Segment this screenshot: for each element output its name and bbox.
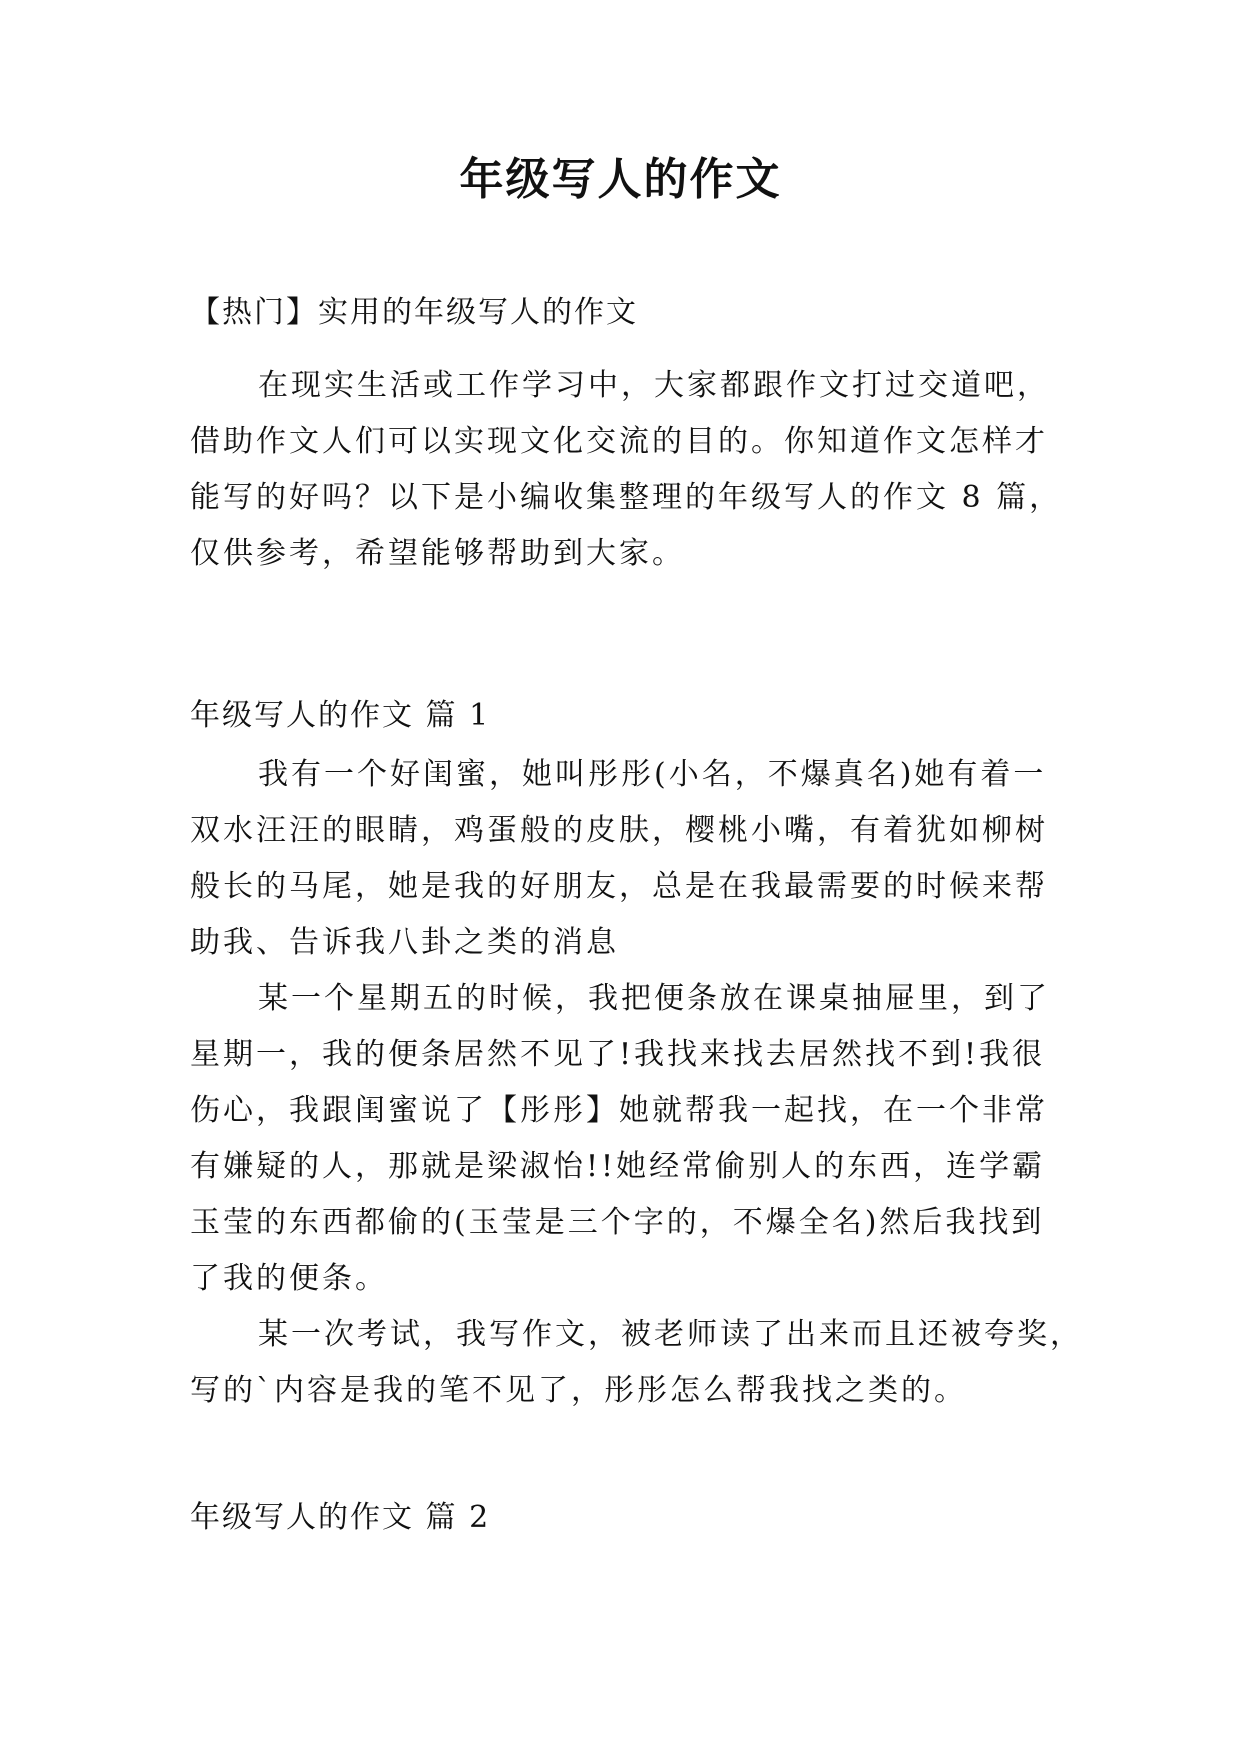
body-paragraph xyxy=(190,971,1060,1307)
document-subtitle: 【热门】实用的年级写人的作文 xyxy=(190,295,638,330)
paragraph-line: 玉莹的东西都偷的(玉莹是三个字的，不爆全名)然后我找到 xyxy=(190,1205,1045,1240)
paragraph-line: 某一次考试，我写作文，被老师读了出来而且还被夸奖， xyxy=(258,1317,1083,1352)
paragraph-line: 某一个星期五的时候，我把便条放在课桌抽屉里，到了 xyxy=(258,981,1050,1016)
section-heading: 年级写人的作文 篇 1 xyxy=(190,698,491,733)
intro-line: 借助作文人们可以实现文化交流的目的。你知道作文怎样才 xyxy=(190,424,1048,459)
intro-paragraph xyxy=(190,358,1063,582)
document-title: 年级写人的作文 xyxy=(459,154,782,205)
paragraph-line: 了我的便条。 xyxy=(190,1261,388,1296)
intro-line: 在现实生活或工作学习中，大家都跟作文打过交道吧， xyxy=(258,368,1050,403)
paragraph-line: 伤心，我跟闺蜜说了【彤彤】她就帮我一起找，在一个非常 xyxy=(190,1093,1048,1128)
paragraph-line: 星期一，我的便条居然不见了!我找来找去居然找不到!我很 xyxy=(190,1037,1046,1072)
paragraph-line: 写的`内容是我的笔不见了，彤彤怎么帮我找之类的。 xyxy=(190,1373,967,1408)
body-paragraph xyxy=(190,1307,1083,1419)
paragraph-line: 般长的马尾，她是我的好朋友，总是在我最需要的时候来帮 xyxy=(190,869,1048,904)
intro-line: 仅供参考，希望能够帮助到大家。 xyxy=(190,536,685,571)
paragraph-line: 助我、告诉我八卦之类的消息 xyxy=(190,925,619,960)
paragraph-line: 有嫌疑的人，那就是梁淑怡!!她经常偷别人的东西，连学霸 xyxy=(190,1149,1046,1184)
intro-line: 能写的好吗？以下是小编收集整理的年级写人的作文 8 篇， xyxy=(190,480,1063,515)
paragraph-line: 双水汪汪的眼睛，鸡蛋般的皮肤，樱桃小嘴，有着犹如柳树 xyxy=(190,813,1048,848)
section-heading: 年级写人的作文 篇 2 xyxy=(190,1500,491,1535)
body-paragraph xyxy=(190,747,1060,971)
paragraph-line: 我有一个好闺蜜，她叫彤彤(小名，不爆真名)她有着一 xyxy=(258,757,1047,792)
